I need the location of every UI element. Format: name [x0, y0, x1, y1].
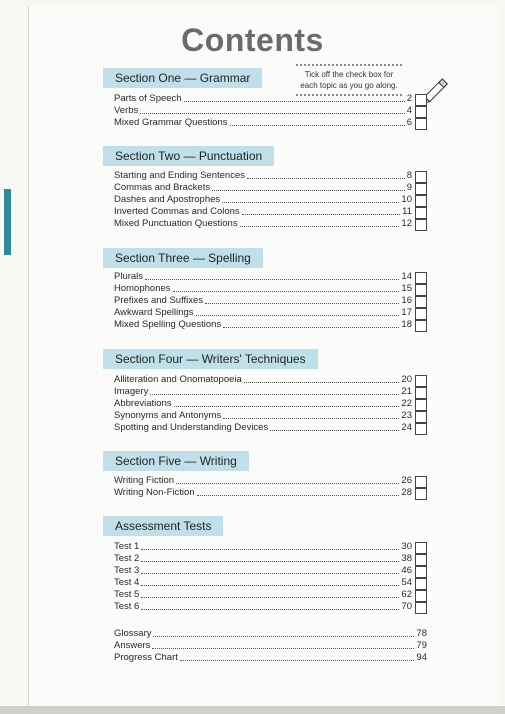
section-heading-spelling: Section Three — Spelling [103, 248, 263, 268]
topic-checkbox[interactable] [415, 320, 427, 332]
toc-entry-glossary[interactable]: Glossary 78 [114, 628, 427, 639]
topic-checkbox[interactable] [415, 272, 427, 284]
toc-entry[interactable]: Dashes and Apostrophes 10 [114, 194, 412, 205]
topic-checkbox[interactable] [415, 387, 427, 399]
topic-checkbox[interactable] [415, 284, 427, 296]
topic-checkbox[interactable] [415, 183, 427, 195]
toc-entry[interactable]: Mixed Grammar Questions 6 [114, 117, 412, 128]
topic-checkbox[interactable] [415, 590, 427, 602]
topic-checkbox[interactable] [415, 476, 427, 488]
topic-checkbox[interactable] [415, 94, 427, 106]
toc-entry[interactable]: Test 2 38 [114, 553, 412, 564]
page-tab-marker [4, 189, 11, 255]
topic-checkbox[interactable] [415, 602, 427, 614]
topic-checkbox[interactable] [415, 296, 427, 308]
page-title: Contents [181, 22, 324, 58]
toc-entry[interactable]: Awkward Spellings 17 [114, 307, 412, 318]
toc-entry[interactable]: Test 5 62 [114, 589, 412, 600]
topic-checkbox[interactable] [415, 207, 427, 219]
toc-entry[interactable]: Synonyms and Antonyms 23 [114, 410, 412, 421]
toc-entry[interactable]: Mixed Punctuation Questions 12 [114, 218, 412, 229]
toc-entry[interactable]: Test 3 46 [114, 565, 412, 576]
topic-checkbox[interactable] [415, 219, 427, 231]
section-heading-grammar: Section One — Grammar [103, 68, 262, 88]
section-heading-writing: Section Five — Writing [103, 451, 249, 471]
topic-checkbox[interactable] [415, 578, 427, 590]
section-heading-assessment-tests: Assessment Tests [103, 516, 223, 536]
topic-checkbox[interactable] [415, 171, 427, 183]
topic-checkbox[interactable] [415, 423, 427, 435]
toc-entry[interactable]: Alliteration and Onomatopoeia 20 [114, 374, 412, 385]
toc-entry[interactable]: Commas and Brackets 9 [114, 182, 412, 193]
toc-entry[interactable]: Inverted Commas and Colons 11 [114, 206, 412, 217]
tick-note: Tick off the check box for each topic as you go along. [296, 64, 402, 96]
page-bottom-edge [0, 706, 505, 714]
topic-checkbox[interactable] [415, 106, 427, 118]
topic-checkbox[interactable] [415, 308, 427, 320]
topic-checkbox[interactable] [415, 195, 427, 207]
toc-entry[interactable]: Test 4 54 [114, 577, 412, 588]
toc-entry[interactable]: Parts of Speech 2 [114, 93, 412, 104]
toc-entry[interactable]: Abbreviations 22 [114, 398, 412, 409]
toc-entry-progress-chart[interactable]: Progress Chart 94 [114, 652, 427, 663]
toc-entry[interactable]: Imagery 21 [114, 386, 412, 397]
topic-checkbox[interactable] [415, 399, 427, 411]
toc-entry[interactable]: Homophones 15 [114, 283, 412, 294]
topic-checkbox[interactable] [415, 411, 427, 423]
topic-checkbox[interactable] [415, 554, 427, 566]
toc-entry[interactable]: Test 6 70 [114, 601, 412, 612]
toc-entry[interactable]: Spotting and Understanding Devices 24 [114, 422, 412, 433]
toc-entry-answers[interactable]: Answers 79 [114, 640, 427, 651]
toc-entry[interactable]: Prefixes and Suffixes 16 [114, 295, 412, 306]
section-heading-punctuation: Section Two — Punctuation [103, 146, 274, 166]
topic-checkbox[interactable] [415, 542, 427, 554]
topic-checkbox[interactable] [415, 375, 427, 387]
toc-entry[interactable]: Writing Fiction 26 [114, 475, 412, 486]
topic-checkbox[interactable] [415, 566, 427, 578]
section-heading-writers-techniques: Section Four — Writers' Techniques [103, 349, 318, 369]
toc-entry[interactable]: Mixed Spelling Questions 18 [114, 319, 412, 330]
topic-checkbox[interactable] [415, 118, 427, 130]
toc-entry[interactable]: Starting and Ending Sentences 8 [114, 170, 412, 181]
toc-entry[interactable]: Plurals 14 [114, 271, 412, 282]
toc-entry[interactable]: Test 1 30 [114, 541, 412, 552]
topic-checkbox[interactable] [415, 488, 427, 500]
toc-entry[interactable]: Writing Non-Fiction 28 [114, 487, 412, 498]
toc-entry[interactable]: Verbs 4 [114, 105, 412, 116]
